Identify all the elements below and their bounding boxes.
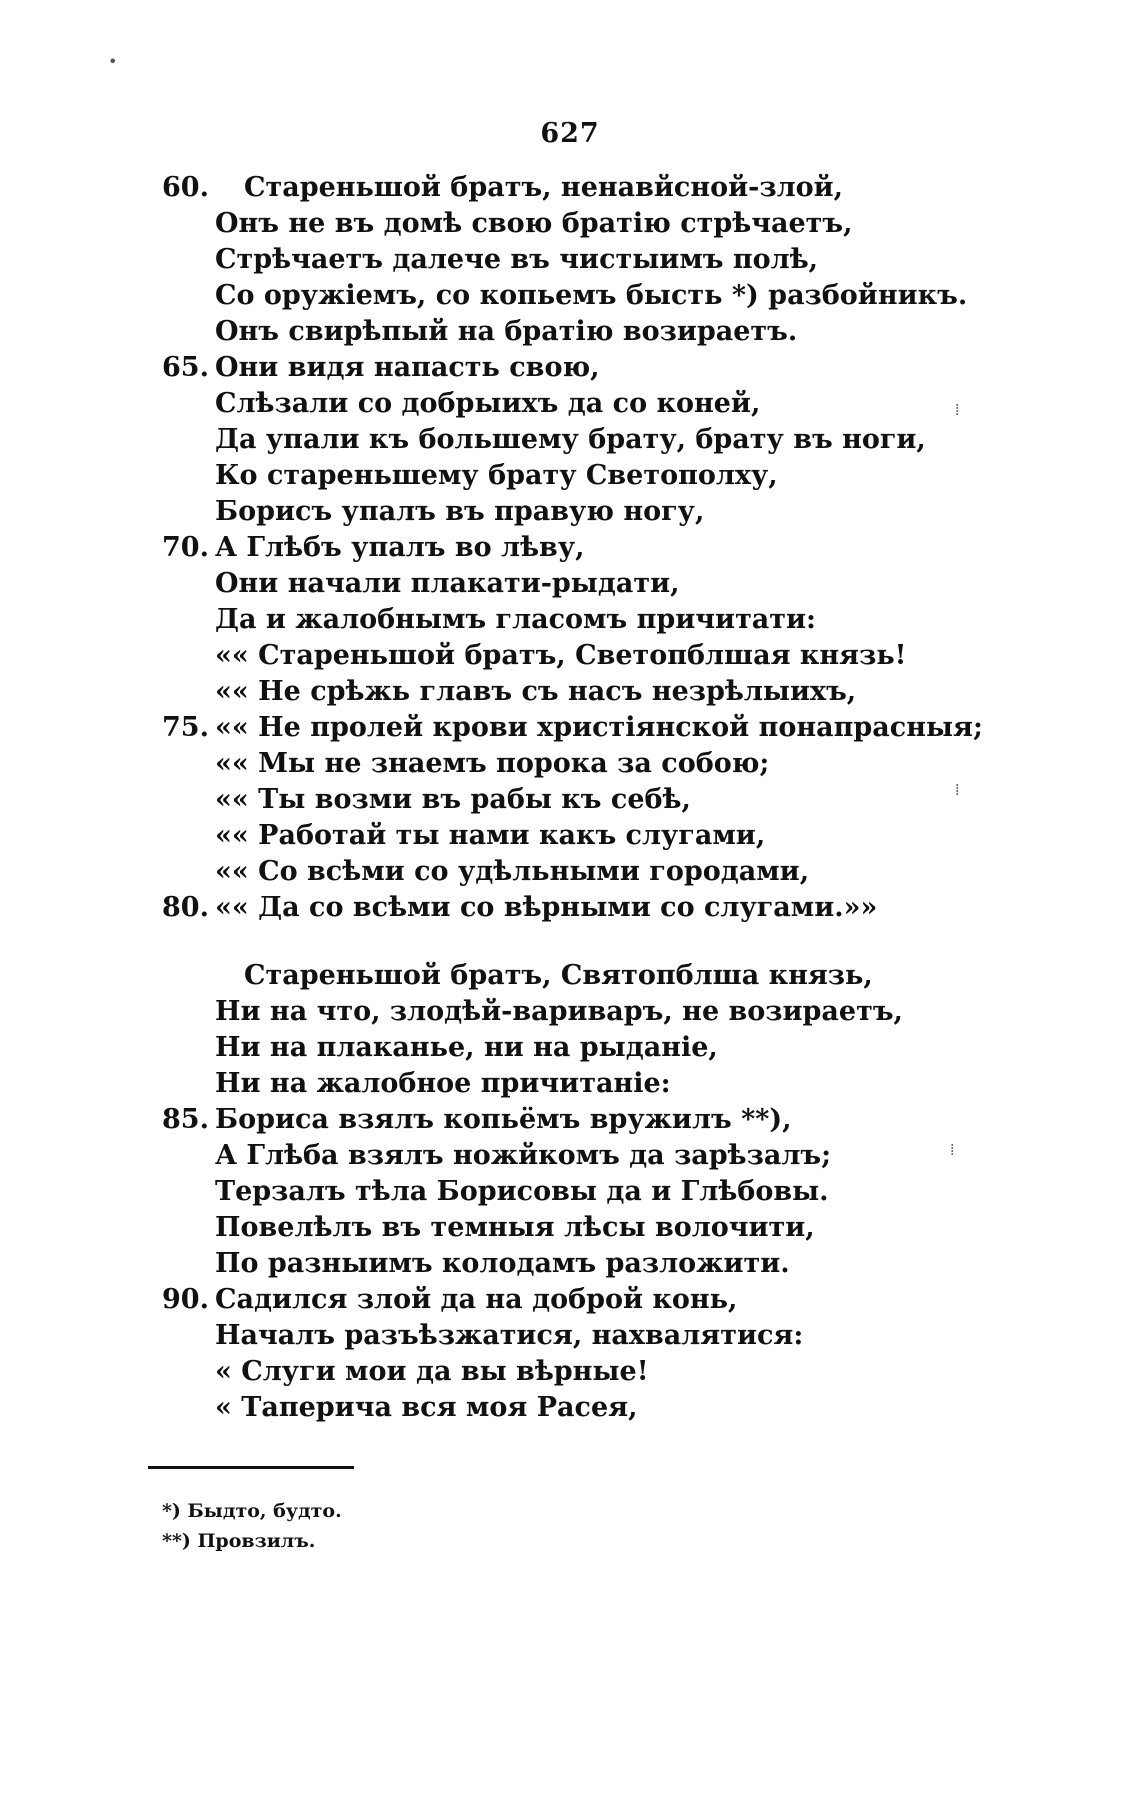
- verse-line: [0, 746, 1140, 782]
- verse-line: [0, 890, 1140, 926]
- verse-text: «« Работай ты нами какъ слугами,: [215, 820, 766, 851]
- verse-text: Стрѣчаетъ далече въ чистыимъ полѣ,: [215, 244, 819, 275]
- verse-line: [0, 1138, 1140, 1174]
- verse-line: [0, 1102, 1140, 1138]
- verse-number: 85.: [162, 1104, 209, 1135]
- verse-text: Началъ разъѣзжатися, нахвалятися:: [215, 1320, 804, 1351]
- verse-line: [0, 530, 1140, 566]
- verse-line: [0, 1282, 1140, 1318]
- scan-speck: ⁞: [955, 780, 960, 799]
- verse-text: Они начали плакати-рыдати,: [215, 568, 680, 599]
- verse-number: 75.: [162, 712, 209, 743]
- verse-text: Ко стареньшему брату Светополху,: [215, 460, 778, 491]
- verse-text: Борисъ упалъ въ правую ногу,: [215, 496, 705, 527]
- verse-line: [0, 854, 1140, 890]
- verse-line: [0, 1246, 1140, 1282]
- page-number: 627: [540, 118, 600, 149]
- verse-text: «« Ты возми въ рабы къ себѣ,: [215, 784, 691, 815]
- verse-line: [0, 782, 1140, 818]
- verse-text: « Таперича вся моя Расея,: [215, 1392, 638, 1423]
- verse-text: Со оружіемъ, со копьемъ бысть *) разбойникъ.: [215, 280, 968, 311]
- verse-line: [0, 494, 1140, 530]
- verse-text: « Слуги мои да вы вѣрные!: [215, 1356, 649, 1387]
- verse-text: Да упали къ большему брату, брату въ ноги,: [215, 424, 926, 455]
- verse-line: [0, 710, 1140, 746]
- verse-line: [0, 278, 1140, 314]
- verse-text: «« Да со всѣми со вѣрными со слугами.»»: [215, 892, 878, 923]
- verse-text: «« Мы не знаемъ порока за собою;: [215, 748, 770, 779]
- verse-line: [0, 674, 1140, 710]
- verse-text: «« Со всѣми со удѣльными городами,: [215, 856, 810, 887]
- verse-text: Слѣзали со добрыихъ да со коней,: [215, 388, 761, 419]
- verse-line: [0, 170, 1140, 206]
- verse-text: Повелѣлъ въ темныя лѣсы волочити,: [215, 1212, 815, 1243]
- verse-number: 90.: [162, 1284, 209, 1315]
- verse-text: Онъ не въ домѣ свою братію стрѣчаетъ,: [215, 208, 853, 239]
- verse-text: «« Стареньшой братъ, Светопблшая князь!: [215, 640, 907, 671]
- footnote-2: **) Провзилъ.: [162, 1530, 316, 1552]
- verse-line: [0, 386, 1140, 422]
- verse-line: [0, 958, 1140, 994]
- verse-line: [0, 1210, 1140, 1246]
- verse-line: [0, 458, 1140, 494]
- verse-line: [0, 1354, 1140, 1390]
- verse-line: [0, 422, 1140, 458]
- verse-text: Бориса взялъ копьёмъ вружилъ **),: [215, 1104, 792, 1135]
- scan-speck: •: [108, 52, 118, 71]
- verse-line: [0, 206, 1140, 242]
- verse-number: 65.: [162, 352, 209, 383]
- verse-number: 70.: [162, 532, 209, 563]
- verse-text: Стареньшой братъ, Святопблша князь,: [244, 960, 873, 991]
- scan-speck: ⁞: [955, 400, 960, 419]
- verse-line: [0, 1066, 1140, 1102]
- verse-text: Садился злой да на доброй конь,: [215, 1284, 738, 1315]
- verse-text: Ни на плаканье, ни на рыданіе,: [215, 1032, 718, 1063]
- verse-text: Они видя напасть свою,: [215, 352, 600, 383]
- verse-line: [0, 1318, 1140, 1354]
- verse-line: [0, 566, 1140, 602]
- verse-line: [0, 818, 1140, 854]
- verse-line: [0, 242, 1140, 278]
- footnote-separator: [148, 1466, 354, 1469]
- verse-text: Ни на что, злодѣй-вариваръ, не возираетъ,: [215, 996, 903, 1027]
- verse-line: [0, 602, 1140, 638]
- verse-text: Да и жалобнымъ гласомъ причитати:: [215, 604, 817, 635]
- verse-line: [0, 350, 1140, 386]
- verse-text: «« Не пролей крови христіянской понапрасныя;: [215, 712, 983, 743]
- verse-line: [0, 1174, 1140, 1210]
- verse-text: Стареньшой братъ, ненавйсной-злой,: [244, 172, 844, 203]
- verse-number: 80.: [162, 892, 209, 923]
- verse-line: [0, 314, 1140, 350]
- verse-text: Онъ свирѣпый на братію возираетъ.: [215, 316, 798, 347]
- verse-text: А Глѣба взялъ ножйкомъ да зарѣзалъ;: [215, 1140, 832, 1171]
- verse-text: Терзалъ тѣла Борисовы да и Глѣбовы.: [215, 1176, 829, 1207]
- verse-line: [0, 994, 1140, 1030]
- verse-text: По разныимъ колодамъ разложити.: [215, 1248, 790, 1279]
- verse-text: «« Не срѣжь главъ съ насъ незрѣлыихъ,: [215, 676, 857, 707]
- scan-speck: ⁞: [950, 1140, 955, 1159]
- footnote-1: *) Быдто, будто.: [162, 1500, 342, 1522]
- verse-line: [0, 638, 1140, 674]
- verse-text: Ни на жалобное причитаніе:: [215, 1068, 671, 1099]
- verse-number: 60.: [162, 172, 209, 203]
- verse-text: А Глѣбъ упалъ во лѣву,: [215, 532, 585, 563]
- verse-line: [0, 1390, 1140, 1426]
- verse-line: [0, 1030, 1140, 1066]
